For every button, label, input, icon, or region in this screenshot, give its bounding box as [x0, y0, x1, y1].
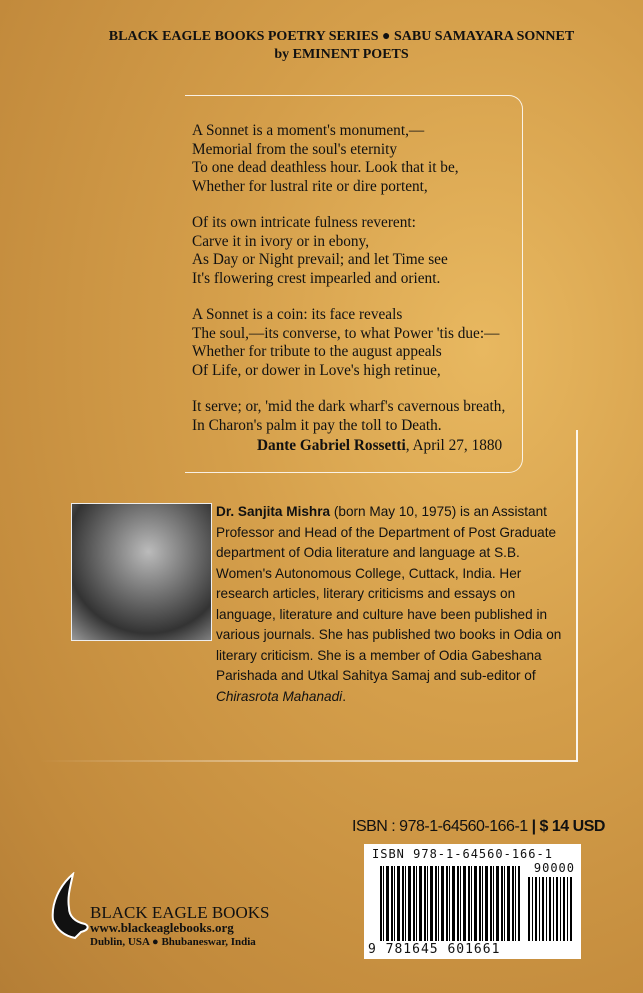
poem-line: Of Life, or dower in Love's high retinue, — [192, 361, 441, 379]
poem-line: The soul,—its converse, to what Power 'tis due:— — [192, 324, 500, 342]
poem-line: In Charon's palm it pay the toll to Death. — [192, 416, 442, 434]
poem-line: Of its own intricate fulness reverent: — [192, 214, 416, 231]
poem-line: Memorial from the soul's eternity — [192, 140, 397, 158]
series-subtitle: by EMINENT POETS — [274, 47, 409, 62]
author-bio — [216, 502, 566, 707]
series-header — [0, 28, 643, 64]
stanza — [192, 122, 505, 196]
stanza — [192, 398, 505, 435]
poem-line: To one dead deathless hour. Look that it be, — [192, 159, 459, 176]
poem-line: A Sonnet is a moment's monument,— — [192, 122, 425, 139]
barcode-addon-bars — [528, 877, 573, 941]
author-photo — [71, 503, 212, 641]
author-name: Dr. Sanjita Mishra — [216, 504, 331, 519]
barcode-digits: 9 781645 601661 — [368, 942, 501, 957]
poem-line: A Sonnet is a coin: its face reveals — [192, 306, 403, 323]
price: $ 14 USD — [539, 818, 605, 835]
separator: | — [527, 818, 540, 835]
publisher-name: BLACK EAGLE BOOKS — [90, 903, 270, 922]
poem-line: Whether for lustral rite or dire portent, — [192, 177, 428, 195]
bio-end: . — [342, 688, 346, 704]
isbn-price-line — [352, 818, 605, 836]
bio-text: (born May 10, 1975) is an Assistant Professor and Head of the Department of Post Graduate department of Odia literature and language at S.B. Women's Autonomous College, Cuttack, India. Her research articles, literary criticisms and essays on language, literature and culture have been published in various journals. She has published two books in Odia on literary criticism. She is a member of Odia Gabeshana Parishada and Utkal Sahitya Samaj and sub-editor of — [216, 504, 562, 683]
barcode-bars — [380, 866, 520, 941]
series-title: BLACK EAGLE BOOKS POETRY SERIES ● SABU SAMAYARA SONNET — [108, 29, 575, 44]
poem-author: Dante Gabriel Rossetti — [257, 437, 406, 454]
sonnet-poem — [192, 122, 505, 453]
poem-line: It's flowering crest impearled and orient. — [192, 269, 441, 287]
stanza — [192, 214, 505, 288]
publisher-locations: Dublin, USA ● Bhubaneswar, India — [90, 936, 256, 948]
poem-date: , April 27, 1880 — [405, 437, 503, 454]
poem-line: It serve; or, 'mid the dark wharf's cavernous breath, — [192, 398, 506, 415]
poem-line: Whether for tribute to the august appeals — [192, 343, 442, 360]
bio-journal: Chirasrota Mahanadi — [216, 688, 343, 704]
poem-line: Carve it in ivory or in ebony, — [192, 232, 370, 250]
publisher-info — [90, 905, 269, 950]
poem-attribution — [257, 437, 502, 455]
stanza — [192, 306, 505, 380]
barcode — [364, 844, 581, 959]
publisher-website[interactable]: www.blackeaglebooks.org — [90, 920, 234, 935]
barcode-isbn: ISBN 978-1-64560-166-1 — [372, 847, 553, 861]
poem-line: As Day or Night prevail; and let Time see — [192, 251, 448, 268]
barcode-addon: 90000 — [533, 861, 575, 875]
eagle-logo-icon — [45, 872, 90, 942]
isbn-text: ISBN : 978-1-64560-166-1 — [352, 818, 528, 835]
